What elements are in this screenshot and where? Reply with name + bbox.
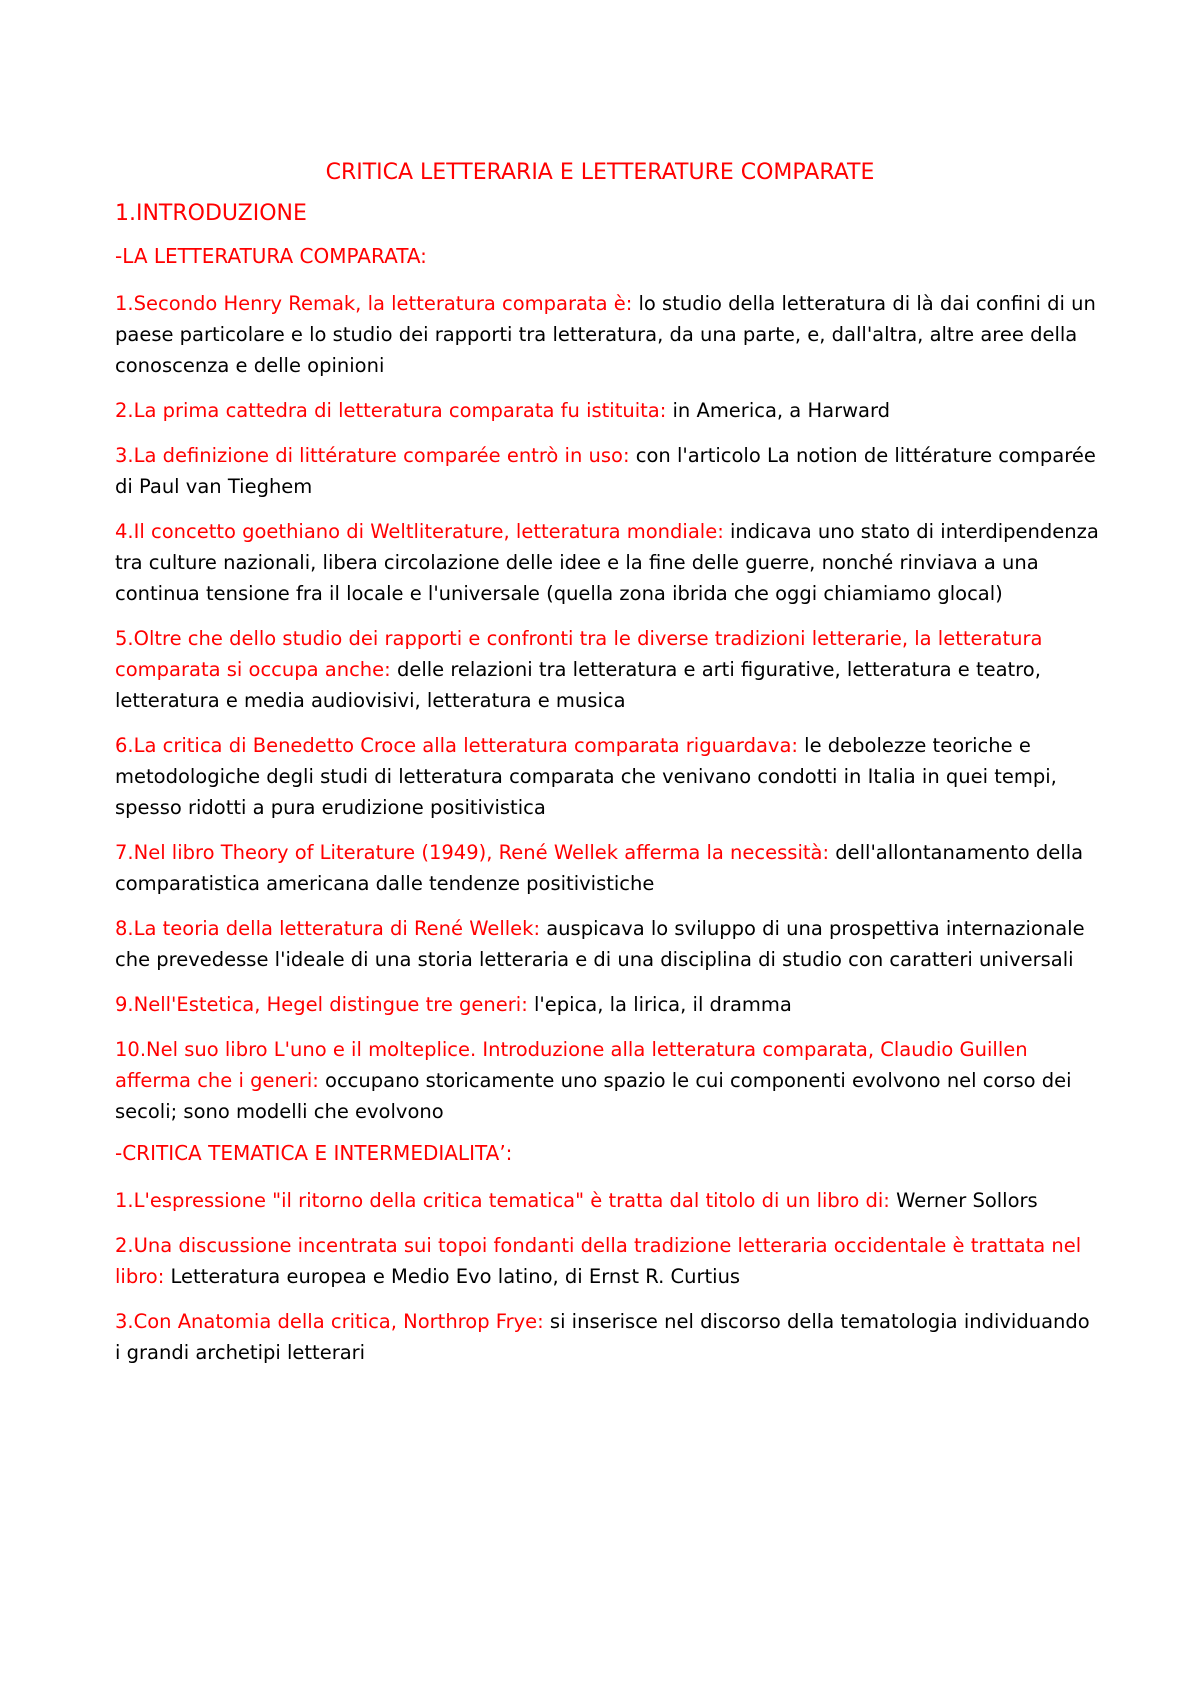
answer-text: con l'articolo La notion de littérature comparée di Paul van Tieghem bbox=[115, 444, 1096, 498]
question-text: 3.La definizione di littérature comparée entrò in uso: bbox=[115, 444, 630, 467]
answer-text: indicava uno stato di interdipendenza tra culture nazionali, libera circolazione delle idee e la fine delle guerre, nonché rinviava a una continua tensione fra il locale e l'universale (quella zona ibrida che oggi chiamiamo glocal) bbox=[115, 520, 1099, 605]
qa-item bbox=[115, 1034, 1100, 1127]
qa-item bbox=[115, 1230, 1100, 1292]
question-text: 7.Nel libro Theory of Literature (1949), René Wellek afferma la necessità: bbox=[115, 841, 830, 864]
answer-text: Letteratura europea e Medio Evo latino, di Ernst R. Curtius bbox=[170, 1265, 741, 1288]
question-text: 1.L'espressione "il ritorno della critica tematica" è tratta dal titolo di un libro di: bbox=[115, 1189, 890, 1212]
qa-item bbox=[115, 837, 1100, 899]
qa-item bbox=[115, 623, 1100, 716]
qa-item bbox=[115, 440, 1100, 502]
answer-text: occupano storicamente uno spazio le cui componenti evolvono nel corso dei secoli; sono modelli che evolvono bbox=[115, 1069, 1072, 1123]
section-heading-letteratura-comparata: -LA LETTERATURA COMPARATA: bbox=[115, 244, 427, 268]
qa-item bbox=[115, 913, 1100, 975]
question-text: 2.Una discussione incentrata sui topoi fondanti della tradizione letteraria occidentale è trattata nel libro: bbox=[115, 1234, 1082, 1288]
document-title: CRITICA LETTERARIA E LETTERATURE COMPARATE bbox=[325, 160, 875, 185]
answer-text: le debolezze teoriche e metodologiche degli studi di letteratura comparata che venivano condotti in Italia in quei tempi, spesso ridotti a pura erudizione positivistica bbox=[115, 734, 1057, 819]
question-text: 3.Con Anatomia della critica, Northrop Frye: bbox=[115, 1310, 544, 1333]
question-text: 4.Il concetto goethiano di Weltliterature, letteratura mondiale: bbox=[115, 520, 724, 543]
qa-item bbox=[115, 516, 1100, 609]
answer-text: auspicava lo sviluppo di una prospettiva internazionale che prevedesse l'ideale di una storia letteraria e di una disciplina di studio con caratteri universali bbox=[115, 917, 1085, 971]
answer-text: dell'allontanamento della comparatistica americana dalle tendenze positivistiche bbox=[115, 841, 1084, 895]
qa-item bbox=[115, 1306, 1100, 1368]
qa-item bbox=[115, 730, 1100, 823]
qa-item bbox=[115, 989, 1100, 1020]
qa-item bbox=[115, 1185, 1100, 1216]
question-text: 6.La critica di Benedetto Croce alla letteratura comparata riguardava: bbox=[115, 734, 798, 757]
intro-heading: 1.INTRODUZIONE bbox=[115, 201, 307, 226]
answer-text: l'epica, la lirica, il dramma bbox=[533, 993, 792, 1016]
question-text: 8.La teoria della letteratura di René Wellek: bbox=[115, 917, 541, 940]
answer-text: delle relazioni tra letteratura e arti figurative, letteratura e teatro, letteratura e media audiovisivi, letteratura e musica bbox=[115, 658, 1041, 712]
qa-item bbox=[115, 288, 1100, 381]
answer-text: Werner Sollors bbox=[896, 1189, 1038, 1212]
answer-text: in America, a Harward bbox=[672, 399, 891, 422]
section-heading-critica-tematica: -CRITICA TEMATICA E INTERMEDIALITA’: bbox=[115, 1141, 513, 1165]
question-text: 9.Nell'Estetica, Hegel distingue tre generi: bbox=[115, 993, 528, 1016]
question-text: 5.Oltre che dello studio dei rapporti e confronti tra le diverse tradizioni letterarie, la letteratura comparata si occupa anche: bbox=[115, 627, 1043, 681]
answer-text: lo studio della letteratura di là dai confini di un paese particolare e lo studio dei rapporti tra letteratura, da una parte, e, dall'altra, altre aree della conoscenza e delle opinioni bbox=[115, 292, 1096, 377]
answer-text: si inserisce nel discorso della tematologia individuando i grandi archetipi letterari bbox=[115, 1310, 1090, 1364]
question-text: 2.La prima cattedra di letteratura comparata fu istituita: bbox=[115, 399, 667, 422]
question-text: 10.Nel suo libro L'uno e il molteplice. Introduzione alla letteratura comparata, Claudio Guillen afferma che i generi: bbox=[115, 1038, 1028, 1092]
question-text: 1.Secondo Henry Remak, la letteratura comparata è: bbox=[115, 292, 633, 315]
qa-item bbox=[115, 395, 1100, 426]
